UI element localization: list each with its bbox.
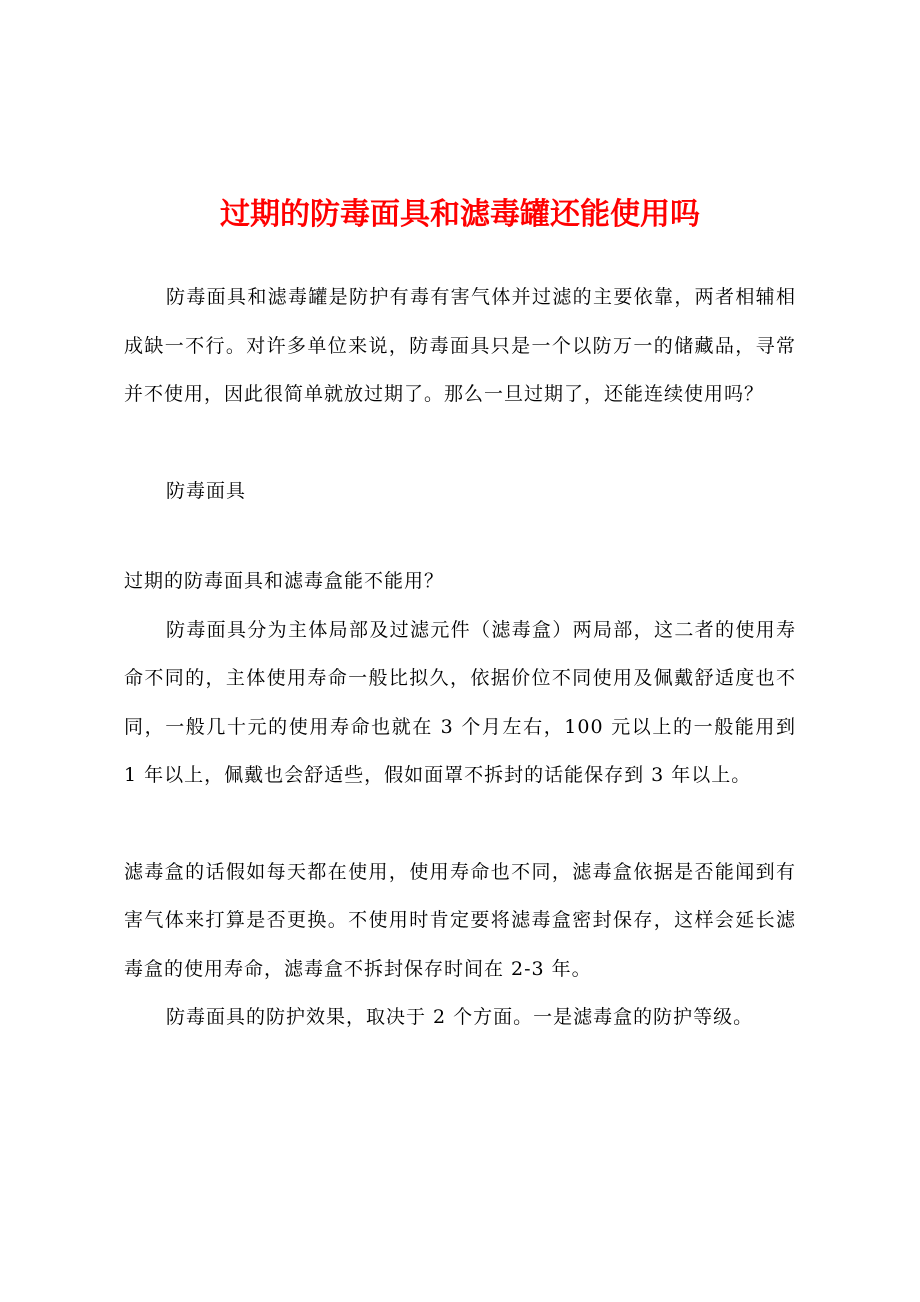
question-paragraph: 过期的防毒面具和滤毒盒能不能用？ — [124, 570, 445, 592]
mask-lifespan-paragraph: 防毒面具分为主体局部及过滤元件（滤毒盒）两局部，这二者的使用寿命不同的，主体使用寿命一般比拟久，依据价位不同使用及佩戴舒适度也不同，一般几十元的使用寿命也就在 3 个月左右，100 元以上的一般能用到 1 年以上，佩戴也会舒适些，假如面罩不拆封的话能保存到 3 年以上。 — [124, 618, 796, 786]
section-heading-gas-mask: 防毒面具 — [166, 479, 247, 502]
document-body — [124, 273, 796, 1042]
intro-paragraph: 防毒面具和滤毒罐是防护有毒有害气体并过滤的主要依靠，两者相辅相成缺一不行。对许多单位来说，防毒面具只是一个以防万一的储藏品，寻常并不使用，因此很简单就放过期了。那么一旦过期了，还能连续使用吗？ — [124, 286, 796, 405]
protection-effect-paragraph: 防毒面具的防护效果，取决于 2 个方面。一是滤毒盒的防护等级。 — [166, 1006, 754, 1028]
document-title: 过期的防毒面具和滤毒罐还能使用吗 — [220, 197, 700, 232]
filter-box-paragraph: 滤毒盒的话假如每天都在使用，使用寿命也不同，滤毒盒依据是否能闻到有害气体来打算是否更换。不使用时肯定要将滤毒盒密封保存，这样会延长滤毒盒的使用寿命，滤毒盒不拆封保存时间在 2-3 年。 — [124, 860, 796, 980]
